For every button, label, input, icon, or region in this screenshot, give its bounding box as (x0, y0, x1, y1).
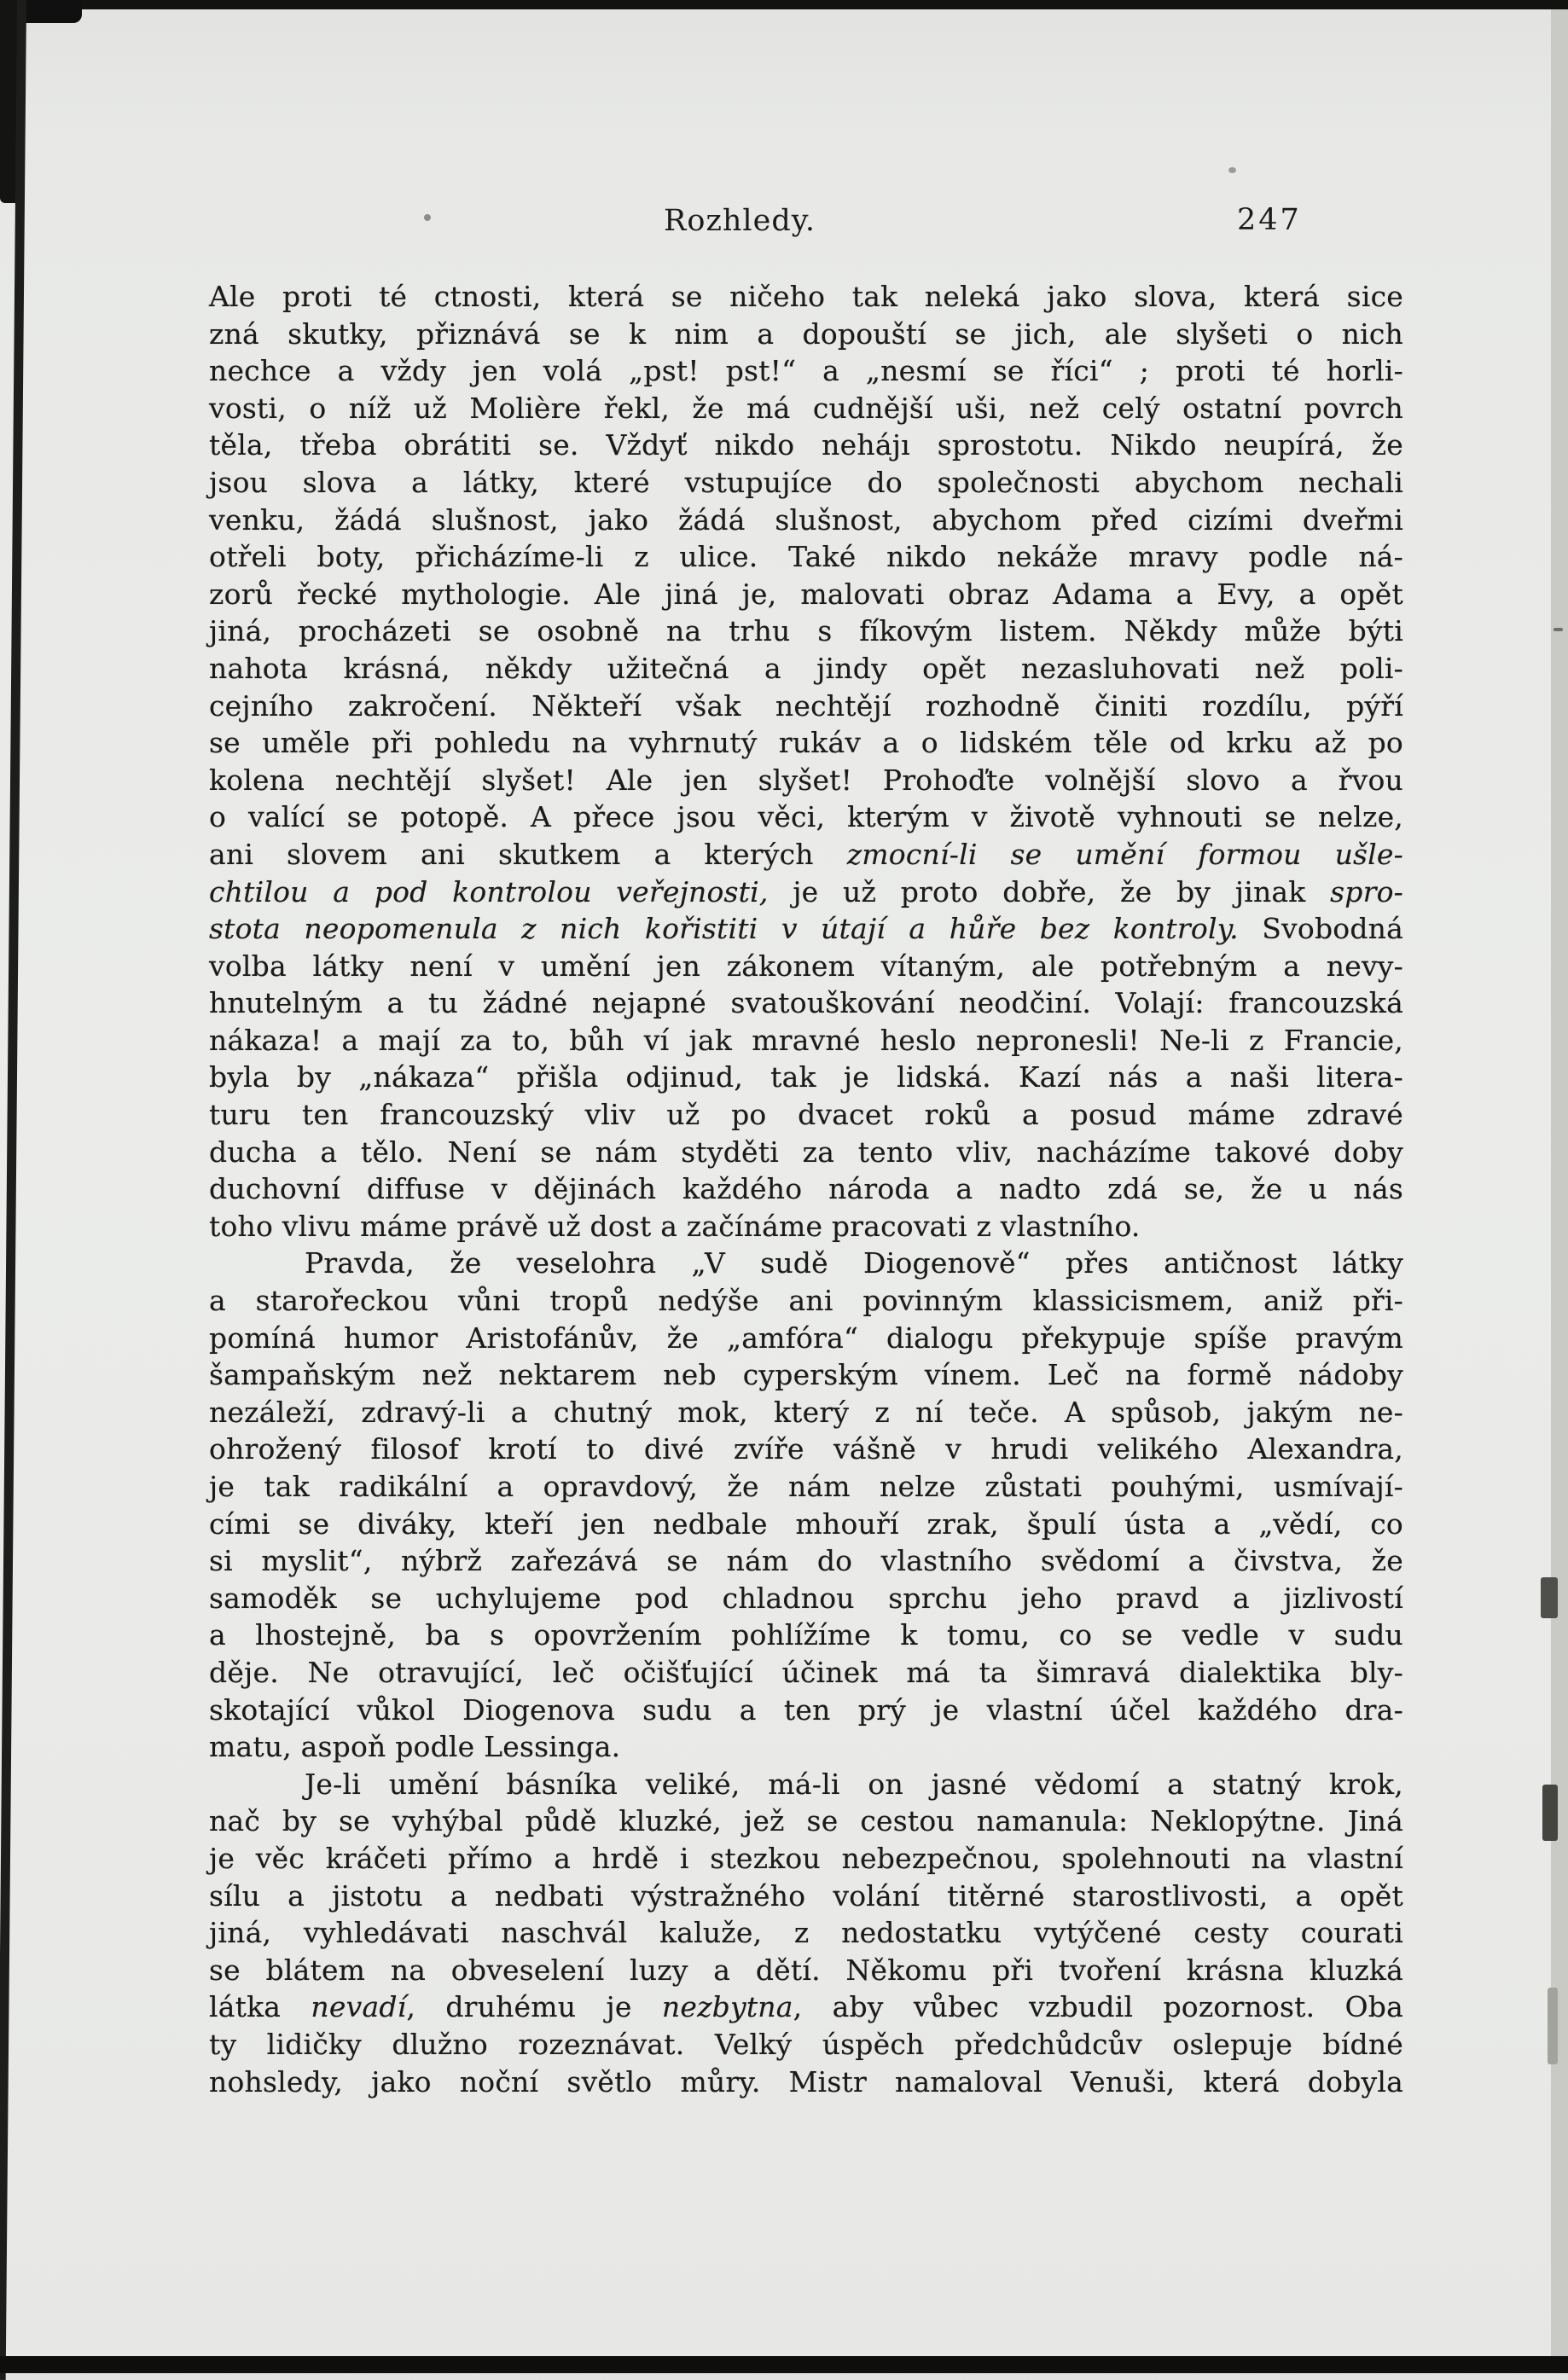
text-line: pomíná humor Aristofánův, že „amfóra“ dialogu překypuje spíše pravým (209, 1321, 1403, 1355)
text-line: nahota krásná, někdy užitečná a jindy opět nezasluhovati než poli- (209, 651, 1403, 685)
text-line: samoděk se uchylujeme pod chladnou sprchu jeho pravd a jizlivostí (209, 1581, 1403, 1615)
text-line: a lhostejně, ba s opovržením pohlížíme k tomu, co se vedle v sudu (209, 1618, 1403, 1652)
text-line: cími se diváky, kteří jen nedbale mhouří zrak, špulí ústa a „vědí, co (209, 1506, 1403, 1541)
text-block (209, 278, 1403, 2100)
text-line: otřeli boty, přicházíme-li z ulice. Také nikdo nekáže mravy podle ná- (209, 540, 1403, 574)
text-line: vosti, o níž už Molière řekl, že má cudnější uši, než celý ostatní povrch (209, 391, 1403, 425)
text-line: Ale proti té ctnosti, která se ničeho tak neleká jako slova, která sice (209, 280, 1403, 313)
text-line: ducha a tělo. Není se nám styděti za tento vliv, nacházíme takové doby (209, 1135, 1403, 1169)
text-line: venku, žádá slušnost, jako žádá slušnost, abychom před cizími dveřmi (209, 502, 1403, 537)
text-line: hnutelným a tu žádné nejapné svatouškování neodčiní. Volají: francouzská (209, 986, 1403, 1020)
scan-speck (1553, 628, 1563, 631)
text-line: sílu a jistotu a nedbati výstražného volání titěrné starostlivosti, a opět (209, 1878, 1403, 1913)
text-line: látka nevadí, druhému je nezbytna, aby vůbec vzbudil pozornost. Oba (209, 1990, 1403, 2024)
text-line: matu, aspoň podle Lessinga. (209, 1730, 621, 1764)
text-line: jsou slova a látky, které vstupujíce do společnosti abychom nechali (209, 465, 1403, 499)
text-line: zorů řecké mythologie. Ale jiná je, malovati obraz Adama a Evy, a opět (209, 577, 1403, 611)
text-line: nechce a vždy jen volá „pst! pst!“ a „nesmí se říci“ ; proti té horli- (209, 354, 1403, 388)
scan-edge-left-line (0, 0, 26, 2380)
text-line: děje. Ne otravující, leč očišťující účinek má ta šimravá dialektika bly- (209, 1655, 1403, 1689)
text-line: skotající vůkol Diogenova sudu a ten prý je vlastní účel každého dra- (209, 1692, 1403, 1727)
text-line: nohsledy, jako noční světlo můry. Mistr namaloval Venuši, která dobyla (209, 2064, 1403, 2098)
text-line: jiná, procházeti se osobně na trhu s fíkovým listem. Někdy může býti (209, 614, 1403, 648)
text-line: duchovní diffuse v dějinách každého národa a nadto zdá se, že u nás (209, 1172, 1403, 1206)
text-line: je tak radikální a opravdový, že nám nelze zůstati pouhými, usmívají- (209, 1470, 1403, 1503)
text-line: se uměle při pohledu na vyhrnutý rukáv a o lidském těle od krku až po (209, 726, 1403, 760)
text-line: a starořeckou vůni tropů nedýše ani povinným klassicismem, aniž při- (209, 1284, 1403, 1318)
text-line: je věc kráčeti přímo a hrdě i stezkou nebezpečnou, spolehnouti na vlastní (209, 1841, 1403, 1875)
text-line: Je-li umění básníka veliké, má-li on jasné vědomí a statný krok, (305, 1767, 1403, 1801)
scan-edge-right-line (1536, 8, 1548, 2373)
text-line: si myslit“, nýbrž zařezává se nám do vlastního svědomí a čivstva, že (209, 1544, 1403, 1578)
text-line: o valící se potopě. A přece jsou věci, kterým v životě vyhnouti se nelze, (209, 800, 1403, 834)
text-line: nezáleží, zdravý-li a chutný mok, který z ní teče. A spůsob, jakým ne- (209, 1395, 1403, 1429)
text-line: nač by se vyhýbal půdě kluzké, jež se cestou namanula: Neklopýtne. Jiná (209, 1804, 1403, 1838)
text-line: byla by „nákaza“ přišla odjinud, tak je lidská. Kazí nás a naši litera- (209, 1060, 1403, 1094)
text-line: kolena nechtějí slyšet! Ale jen slyšet! Prohoďte volnější slovo a řvou (209, 763, 1403, 797)
text-line: chtilou a pod kontrolou veřejnosti, je už proto dobře, že by jinak spro- (209, 874, 1404, 908)
text-line: se blátem na obveselení luzy a dětí. Někomu při tvoření krásna kluzká (209, 1953, 1403, 1987)
text-line: toho vlivu máme právě už dost a začínáme pracovati z vlastního. (209, 1209, 1141, 1243)
text-line: cejního zakročení. Někteří však nechtějí rozhodně činiti rozdílu, pýří (209, 688, 1403, 723)
text-line: volba látky není v umění jen zákonem vítaným, ale potřebným a nevy- (209, 949, 1403, 983)
page-title: Rozhledy. (664, 204, 816, 238)
page-number: 247 (1237, 203, 1302, 237)
text-line: ty lidičky dlužno rozeznávat. Velký úspěch předchůdcův oslepuje bídné (209, 2027, 1403, 2061)
text-line: zná skutky, přiznává se k nim a dopouští se jich, ale slyšeti o nich (209, 316, 1403, 351)
scan-blemish (1541, 1577, 1558, 1618)
text-line: ani slovem ani skutkem a kterých zmocní-li se umění formou ušle- (209, 837, 1403, 871)
text-line: šampaňským než nektarem neb cyperským vínem. Leč na formě nádoby (209, 1358, 1403, 1392)
text-line: ohrožený filosof krotí to divé zvíře vášně v hrudi velikého Alexandra, (209, 1432, 1403, 1466)
text-line: jiná, vyhledávati naschvál kaluže, z nedostatku vytýčené cesty courati (209, 1916, 1403, 1950)
scan-blemish (1542, 1785, 1558, 1841)
text-line: Pravda, že veselohra „V sudě Diogenově“ přes antičnost látky (305, 1246, 1403, 1280)
scan-blemish (1548, 1988, 1558, 2064)
text-line: těla, třeba obrátiti se. Vždyť nikdo nehájı sprostotu. Nikdo neupírá, že (209, 428, 1403, 462)
running-head (209, 204, 1403, 238)
scan-speck (1228, 167, 1236, 173)
text-line: stota neopomenula z nich kořistiti v útají a hůře bez kontroly. Svobodná (209, 912, 1403, 946)
scan-edge-bottom (0, 2356, 1568, 2373)
text-line: nákaza! a mají za to, bůh ví jak mravné heslo nepronesli! Ne-li z Francie, (209, 1023, 1403, 1057)
scan-edge-top (0, 0, 1568, 9)
text-line: turu ten francouzský vliv už po dvacet roků a posud máme zdravé (209, 1098, 1403, 1132)
